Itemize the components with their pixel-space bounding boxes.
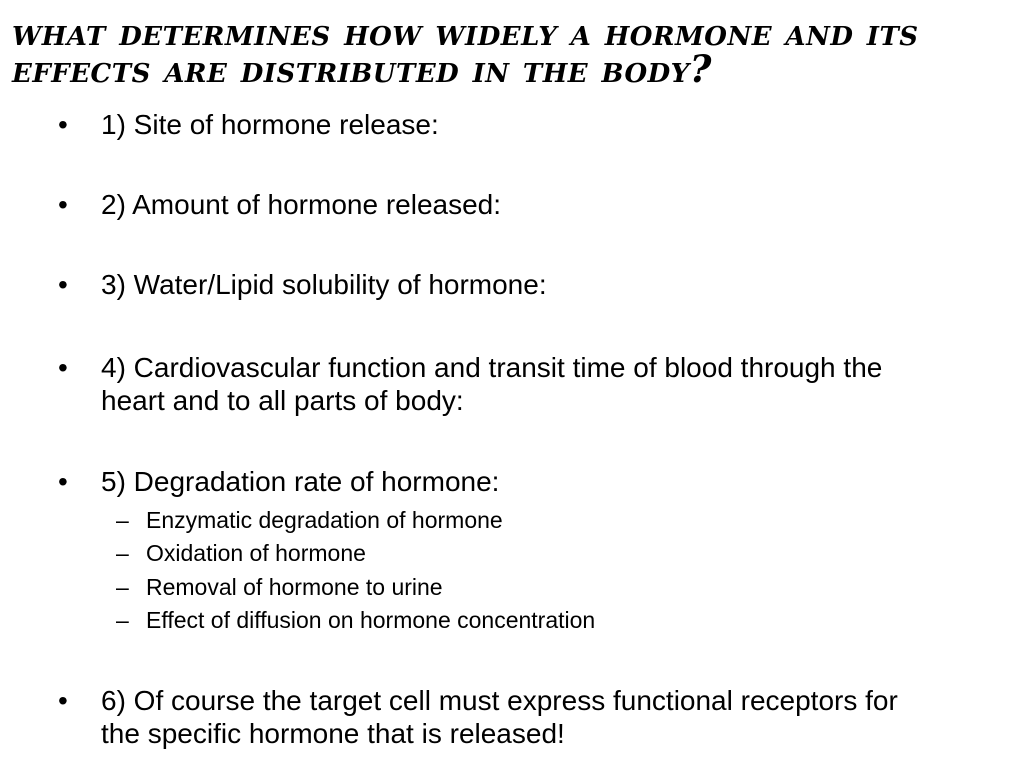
bullet-item [58, 465, 1008, 498]
sub-bullet-marker: – [116, 540, 129, 566]
bullet-marker: • [58, 189, 68, 220]
sub-bullet-text: Removal of hormone to urine [146, 574, 443, 600]
bullet-text: 4) Cardiovascular function and transit time of blood through the heart and to all parts of body: [101, 352, 883, 416]
bullet-item [58, 188, 1008, 221]
sub-bullet-item [116, 606, 1016, 634]
bullet-marker: • [58, 109, 68, 140]
sub-bullet-text: Enzymatic degradation of hormone [146, 507, 503, 533]
bullet-marker: • [58, 352, 68, 383]
bullet-item [58, 108, 1008, 141]
bullet-text: 6) Of course the target cell must express functional receptors for the specific hormone that is released! [101, 685, 898, 749]
bullet-marker: • [58, 466, 68, 497]
sub-bullet-item [116, 573, 1016, 601]
bullet-text: 3) Water/Lipid solubility of hormone: [101, 269, 547, 300]
sub-bullet-item [116, 539, 1016, 567]
sub-bullet-marker: – [116, 607, 129, 633]
sub-bullet-marker: – [116, 507, 129, 533]
bullet-item [58, 351, 918, 417]
bullet-item [58, 684, 918, 750]
bullet-marker: • [58, 685, 68, 716]
sub-bullet-text: Oxidation of hormone [146, 540, 366, 566]
bullet-item [58, 268, 1008, 301]
bullet-text: 5) Degradation rate of hormone: [101, 466, 500, 497]
slide-title: what determines how widely a hormone and its effects are distributed in the body? [12, 10, 919, 91]
bullet-text: 2) Amount of hormone released: [101, 189, 502, 220]
bullet-marker: • [58, 269, 68, 300]
sub-bullet-text: Effect of diffusion on hormone concentration [146, 607, 596, 633]
bullet-text: 1) Site of hormone release: [101, 109, 439, 140]
sub-bullet-marker: – [116, 574, 129, 600]
sub-bullet-item [116, 506, 1016, 534]
